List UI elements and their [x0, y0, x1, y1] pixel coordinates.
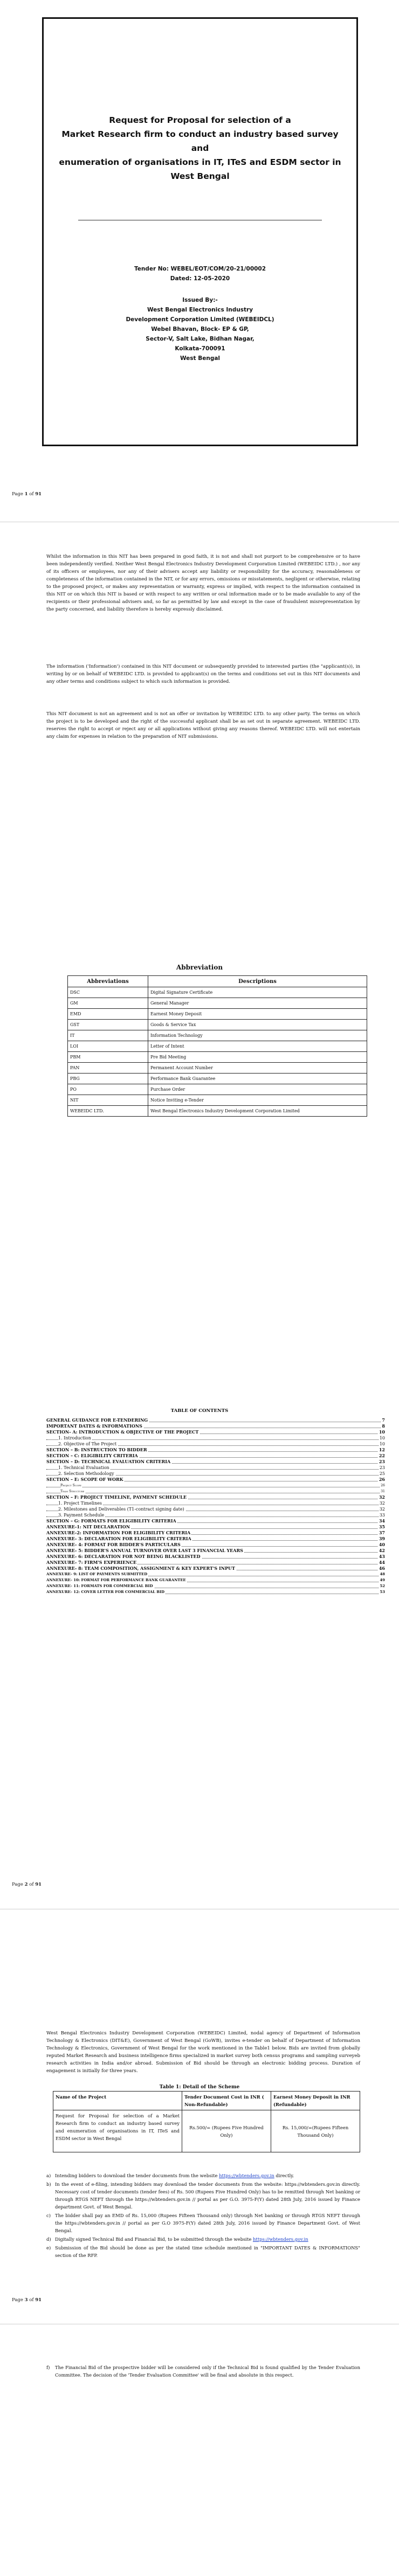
toc-entry-label: ANNEXURE- 6: DECLARATION FOR NOT BEING BLACKLISTED: [46, 1554, 201, 1559]
issuer-line: Webel Bhavan, Block- EP & GP,: [151, 326, 249, 333]
toc-entry-page: 26: [381, 1484, 385, 1487]
table-row: [68, 1009, 367, 1020]
toc-entry[interactable]: [46, 1477, 385, 1483]
description-cell: West Bengal Electronics Industry Development Corporation Limited: [148, 1106, 367, 1117]
toc-entry-page: 7: [382, 1417, 385, 1423]
page-number-current: 2: [24, 1882, 28, 1887]
description-cell: Information Technology: [148, 1030, 367, 1041]
table-row: [68, 1074, 367, 1084]
toc-entry-label: SECTION- A: INTRODUCTION & OBJECTIVE OF THE PROJECT: [46, 1429, 199, 1435]
list-item: [46, 2235, 360, 2243]
toc-entry-label: SECTION – F: PROJECT TIMELINE, PAYMENT SCHEDULE: [46, 1494, 187, 1500]
list-item-text: The bidder shall pay an EMD of Rs. 15,000 (Rupees Fifteen Thousand only) through Net banking or through RTGS NEFT through the https://wbtenders.gov.in // portal as per G.O 3975-F(Y) dated 28th July, 2016 issued by Finance Department Govt. of West Bengal.: [55, 2213, 360, 2233]
abbreviation-cell: EMD: [68, 1009, 148, 1020]
instruction-list: [46, 2364, 360, 2379]
page-number: [12, 491, 42, 497]
description-cell: Letter of Intent: [148, 1041, 367, 1052]
toc-entry[interactable]: [46, 1560, 385, 1566]
toc-entry-label: SECTION – G: FORMATS FOR ELIGIBILITY CRITERIA: [46, 1518, 176, 1524]
toc-entry-label: ANNEXURE- 8: TEAM COMPOSITION, ASSIGNMENT & KEY EXPERT'S INPUT: [46, 1566, 235, 1571]
toc-entry[interactable]: [46, 1423, 385, 1429]
toc-entry-page: 32: [379, 1501, 385, 1506]
cover-title-line: Request for Proposal for selection of a: [109, 115, 291, 125]
page-number-prefix: Page: [12, 491, 25, 497]
list-marker: d): [46, 2236, 51, 2242]
table-row: [68, 1030, 367, 1041]
toc-entry[interactable]: [46, 1506, 385, 1512]
page-number-total: 91: [35, 2297, 42, 2303]
toc-entry[interactable]: [46, 1524, 385, 1530]
toc-entry[interactable]: [46, 1429, 385, 1435]
table-cell: Rs. 15,000/=(Rupees Fifteen Thousand Only): [271, 2110, 360, 2152]
toc-entry[interactable]: [46, 1453, 385, 1459]
table-header-row: [53, 2092, 360, 2110]
page-number-current: 3: [24, 2297, 28, 2303]
abbreviation-cell: PAN: [68, 1063, 148, 1074]
list-marker: f): [46, 2365, 50, 2370]
cover-border: [42, 17, 358, 446]
intro-paragraph: West Bengal Electronics Industry Development Corporation (WEBEIDC) Limited, nodal agency of Department of Information Technology & Electronics (DIT&E), Government of West Bengal (GoWB), invites e-tender on behalf of Department of Information Technology & Electronics, Government of West Bengal for the work mentioned in the Table1 below. Bids are invited from globally reputed Market Research and business intelligence firms specialized in market survey both census programs and sampling surveyeb research activities in India and/or abroad. Submission of Bid should be through an electronic bidding process. Duration of engagement is initially for three years.: [46, 2031, 360, 2074]
column-header: Name of the Project: [53, 2092, 182, 2110]
abbreviation-cell: PBG: [68, 1074, 148, 1084]
toc-entry-label: SECTION – C: ELIGIBILITY CRITERIA: [46, 1453, 138, 1458]
toc-entry-label: 1. Technical Evaluation: [58, 1465, 109, 1470]
scheme-table-title: Table 1: Detail of the Scheme: [159, 2085, 240, 2090]
description-cell: Notice Inviting e-Tender: [148, 1095, 367, 1106]
page-number-total: 91: [35, 491, 42, 497]
column-header: Abbreviations: [68, 976, 148, 987]
cover-title-line: West Bengal: [170, 171, 230, 181]
toc-entry-page: 23: [379, 1459, 385, 1464]
column-header: Descriptions: [148, 976, 367, 987]
toc-entry-label: SECTION – B: INSTRUCTION TO BIDDER: [46, 1447, 147, 1452]
list-item-text: Digitally signed Technical Bid and Financial Bid, to be submitted through the website: [55, 2236, 253, 2242]
toc-entry-page: 53: [380, 1590, 385, 1594]
issuer-line: West Bengal Electronics Industry: [147, 307, 253, 313]
issuer-line: Development Corporation Limited (WEBEIDCL): [126, 316, 274, 323]
toc-entry-page: 32: [379, 1494, 385, 1500]
toc-entry-label: SECTION – E: SCOPE OF WORK: [46, 1477, 123, 1482]
tender-date: Dated: 12-05-2020: [170, 275, 230, 282]
description-cell: Digital Signature Certificate: [148, 987, 367, 998]
table-cell: Request for Proposal for selection of a Market Research firm to conduct an industry based survey and enumeration of organisations in IT, ITeS and ESDM sector in West Bengal: [53, 2110, 182, 2152]
tender-number: Tender No: WEBEL/EOT/COM/20-21/00002: [134, 266, 266, 272]
table-row: [68, 1095, 367, 1106]
toc-entry-page: 25: [379, 1471, 385, 1476]
issuer-line: Kolkata-700091: [175, 345, 225, 352]
table-cell: Rs.500/= (Rupees Five Hundred Only): [182, 2110, 271, 2152]
page-number-prefix: Page: [12, 1882, 25, 1887]
page-number-prefix: Page: [12, 2297, 25, 2303]
toc-entry-page: 48: [380, 1572, 385, 1576]
toc-entry-label: SECTION – D: TECHNICAL EVALUATION CRITERIA: [46, 1459, 171, 1464]
toc-title: TABLE OF CONTENTS: [170, 1408, 229, 1414]
page-number-current: 1: [24, 491, 28, 497]
toc-entry[interactable]: [46, 1500, 385, 1506]
toc-entry-label: ANNEXURE- 10: FORMAT FOR PERFORMANCE BANK GUARANTEE: [46, 1578, 186, 1582]
description-cell: Performance Bank Guarantee: [148, 1074, 367, 1084]
cover-title-line: enumeration of organisations in IT, ITeS and ESDM sector in: [59, 157, 341, 167]
abbreviation-title: Abbreviation: [176, 964, 223, 971]
toc-entry[interactable]: [46, 1488, 385, 1494]
toc-entry-page: 10: [379, 1429, 385, 1435]
toc-entry-label: 1. Introduction: [58, 1436, 91, 1441]
abbreviation-table: [67, 975, 367, 1117]
toc-entry-page: 22: [379, 1453, 385, 1458]
toc-entry-label: Project Scope: [60, 1484, 81, 1487]
toc-entry[interactable]: [46, 1548, 385, 1554]
description-cell: Goods & Service Tax: [148, 1020, 367, 1030]
toc-entry-label: IMPORTANT DATES & INFORMATIONS: [46, 1423, 142, 1429]
toc-entry-page: 44: [379, 1560, 385, 1565]
page-number-of: of: [27, 2297, 36, 2303]
toc-entry-page: 12: [379, 1447, 385, 1452]
page-number-of: of: [27, 1882, 36, 1887]
toc-entry-page: 37: [379, 1530, 385, 1535]
toc-entry[interactable]: [46, 1530, 385, 1536]
list-item: [46, 2180, 360, 2211]
toc-entry-label: 1. Project Timelines: [58, 1501, 102, 1506]
list-item-text: directly.: [274, 2173, 294, 2178]
toc-entry[interactable]: [46, 1435, 385, 1441]
page-number: [12, 2297, 42, 2303]
list-marker: c): [46, 2213, 51, 2218]
list-item-text: In the event of e-filing, intending bidders may download the tender documents from the website: https://wbtenders.gov.in directly. Necessary cost of tender documents (tender fees) of Rs. 500 (Rupees Five Hundred Only) has to be remitted through Net banking or through RTGS NEFT through the https://wbtenders.gov.in // portal as per G.O. 3975-F(Y) dated 28th July, 2016 issued by Finance department Govt. of West Bengal.: [55, 2182, 360, 2210]
toc-entry-label: ANNEXURE- 7: FIRM'S EXPERIENCE: [46, 1560, 137, 1565]
abbreviation-cell: PBM: [68, 1052, 148, 1063]
abbreviation-cell: WEBEIDC LTD.: [68, 1106, 148, 1117]
toc-entry[interactable]: [46, 1589, 385, 1595]
cover-issuer-block: [54, 264, 346, 363]
page-number-of: of: [27, 491, 36, 497]
toc-entry[interactable]: [46, 1554, 385, 1560]
toc-entry[interactable]: [46, 1518, 385, 1524]
description-cell: General Manager: [148, 998, 367, 1009]
cover-title-line: Market Research firm to conduct an industry based survey and: [61, 129, 339, 153]
list-item: [46, 2244, 360, 2259]
table-row: [68, 987, 367, 998]
toc-entry[interactable]: [46, 1459, 385, 1465]
instruction-list: [46, 2172, 360, 2260]
description-cell: Permanent Account Number: [148, 1063, 367, 1074]
toc-entry-label: ANNEXURE- 12: COVER LETTER FOR COMMERCIAL BID: [46, 1590, 165, 1594]
toc-entry-label: ANNEXURE-1: NIT DECLARATION: [46, 1524, 130, 1529]
table-row: [68, 1052, 367, 1063]
toc-entry-page: 52: [380, 1584, 385, 1588]
abbreviation-cell: PO: [68, 1084, 148, 1095]
toc-entry[interactable]: [46, 1577, 385, 1583]
column-header: Tender Document Cost in INR ( Non-Refundable): [182, 2092, 271, 2110]
table-row: [68, 1063, 367, 1074]
toc-entry-label: 2. Selection Methodology: [58, 1471, 114, 1476]
disclaimer-paragraph: Whilst the information in this NIT has been prepared in good faith, it is not and shall not purport to be comprehensive or to have been independently verified. Neither West Bengal Electronics Industry Development Corporation Limited (WEBEIDC LTD.) , nor any of its officers or employees, nor any of their advisers accept any liability or responsibility for the accuracy, reasonableness or completeness of the information contained in the NIT, or for any errors, omissions or misstatements, negligent or otherwise, relating to the proposed project, or makes any representation or warranty, express or implied, with respect to the information contained in this NIT or on which this NIT is based or with respect to any written or oral information made or to be made available to any of the recipients or their professional advisers and, so far as permitted by law and except in the case of fraudulent misrepresentation by the party concerned, and liability therefore is hereby expressly disclaimed.: [46, 554, 360, 612]
abbreviation-cell: GST: [68, 1020, 148, 1030]
issued-by-label: Issued By:-: [182, 297, 218, 303]
toc-entry-label: GENERAL GUIDANCE FOR E-TENDERING: [46, 1417, 148, 1423]
toc-entry-label: ANNEXURE-2: INFORMATION FOR ELIGIBILITY CRITERIA: [46, 1530, 191, 1535]
toc-entry-page: 43: [379, 1554, 385, 1559]
abbreviation-cell: GM: [68, 998, 148, 1009]
website-link[interactable]: https://wbtenders.gov.in: [219, 2173, 274, 2178]
page-number: [12, 1882, 42, 1887]
description-cell: Purchase Order: [148, 1084, 367, 1095]
toc-entry-label: ANNEXURE- 11: FORMATS FOR COMMERCIAL BID: [46, 1584, 153, 1588]
toc-entry-page: 10: [379, 1442, 385, 1446]
toc-entry-label: ANNEXURE- 9: LIST OF PAYMENTS SUBMITTED: [46, 1572, 148, 1576]
table-row: [68, 1041, 367, 1052]
description-cell: Pre Bid Meeting: [148, 1052, 367, 1063]
toc-entry[interactable]: [46, 1571, 385, 1577]
toc-entry[interactable]: [46, 1441, 385, 1447]
scheme-table: [53, 2091, 360, 2152]
toc-entry[interactable]: [46, 1494, 385, 1500]
table-of-contents: [46, 1417, 385, 1595]
abbreviation-cell: IT: [68, 1030, 148, 1041]
toc-entry-page: 8: [382, 1423, 385, 1429]
toc-entry-page: 34: [379, 1518, 385, 1524]
table-row: [68, 1084, 367, 1095]
toc-entry-label: 2. Objective of The Project: [58, 1442, 117, 1446]
list-item: [46, 2364, 360, 2379]
toc-entry-page: 39: [379, 1536, 385, 1541]
toc-entry-page: 46: [379, 1566, 385, 1571]
toc-entry[interactable]: [46, 1465, 385, 1471]
toc-entry[interactable]: [46, 1512, 385, 1518]
table-row: [53, 2110, 360, 2152]
list-item: [46, 2172, 360, 2179]
list-item: [46, 2212, 360, 2234]
table-row: [68, 1106, 367, 1117]
toc-entry-page: 35: [379, 1524, 385, 1529]
toc-entry-page: 40: [379, 1542, 385, 1547]
toc-entry-label: ANNEXURE- 3: DECLARATION FOR ELIGIBILITY CRITERIA: [46, 1536, 191, 1541]
toc-entry-page: 31: [381, 1490, 385, 1493]
toc-entry-label: Team Structure: [60, 1490, 85, 1493]
toc-entry[interactable]: [46, 1471, 385, 1477]
table-header-row: [68, 976, 367, 987]
list-item-text: Intending bidders to download the tender documents from the website: [55, 2173, 219, 2178]
toc-entry-page: 23: [379, 1465, 385, 1470]
disclaimer-paragraph: This NIT document is not an agreement and is not an offer or invitation by WEBEIDC LTD. to any other party. The terms on which the project is to be developed and the right of the successful applicant shall be as set out in separate agreement. WEBEIDC LTD. reserves the right to accept or reject any or all applications without giving any reasons thereof. WEBEIDC LTD. will not entertain any claim for expenses in relation to the preparation of NIT submissions.: [46, 711, 360, 739]
list-marker: a): [46, 2173, 51, 2178]
description-cell: Earnest Money Deposit: [148, 1009, 367, 1020]
disclaimer-paragraph: The information ('Information') contained in this NIT document or subsequently provided to interested parties (the "applicant(s)), in writing by or on behalf of WEBEIDC LTD. is provided to applicant(s) on the terms and conditions set out in this NIT documents and any other terms and conditions subject to which such information is provided.: [46, 664, 360, 684]
list-marker: b): [46, 2182, 51, 2187]
toc-entry[interactable]: [46, 1583, 385, 1589]
toc-entry-page: 33: [379, 1513, 385, 1518]
toc-entry-label: 3. Payment Schedule: [58, 1513, 105, 1518]
abbreviation-cell: LOI: [68, 1041, 148, 1052]
list-marker: e): [46, 2245, 51, 2250]
toc-entry[interactable]: [46, 1483, 385, 1488]
abbreviation-cell: NIT: [68, 1095, 148, 1106]
column-header: Earnest Money Deposit in INR (Refundable): [271, 2092, 360, 2110]
toc-entry-page: 26: [379, 1477, 385, 1482]
toc-entry[interactable]: [46, 1447, 385, 1453]
toc-entry-label: 2. Milestones and Deliverables (T1-contract signing date): [58, 1507, 184, 1512]
page-number-total: 91: [35, 1882, 42, 1887]
toc-entry[interactable]: [46, 1566, 385, 1571]
toc-leader-dots: [46, 1439, 385, 1440]
toc-entry-page: 49: [380, 1578, 385, 1582]
toc-entry-page: 10: [379, 1436, 385, 1441]
toc-entry[interactable]: [46, 1536, 385, 1542]
issuer-line: Sector-V, Salt Lake, Bidhan Nagar,: [146, 336, 254, 342]
abbreviation-cell: DSC: [68, 987, 148, 998]
table-row: [68, 1020, 367, 1030]
toc-entry-page: 42: [379, 1548, 385, 1553]
toc-entry[interactable]: [46, 1417, 385, 1423]
cover-title: [54, 113, 346, 183]
issuer-line: West Bengal: [180, 355, 221, 362]
toc-entry-label: ANNEXURE- 5: BIDDER'S ANNUAL TURNOVER OVER LAST 3 FINANCIAL YEARS: [46, 1548, 243, 1553]
website-link[interactable]: https://wbtenders.gov.in: [252, 2236, 308, 2242]
toc-entry[interactable]: [46, 1542, 385, 1548]
toc-entry-page: 32: [379, 1507, 385, 1512]
list-item-text: Submission of the Bid should be done as per the stated time schedule mentioned in "IMPORTANT DATES & INFORMATIONS" section of the RFP.: [55, 2245, 360, 2258]
list-item-text: The Financial Bid of the prospective bidder will be considered only if the Technical Bid is found qualified by the Tender Evaluation Committee. The decision of the 'Tender Evaluation Committee' will be final and absolute in this respect.: [55, 2365, 360, 2378]
table-row: [68, 998, 367, 1009]
toc-entry-label: ANNEXURE- 4: FORMAT FOR BIDDER'S PARTICULARS: [46, 1542, 181, 1547]
